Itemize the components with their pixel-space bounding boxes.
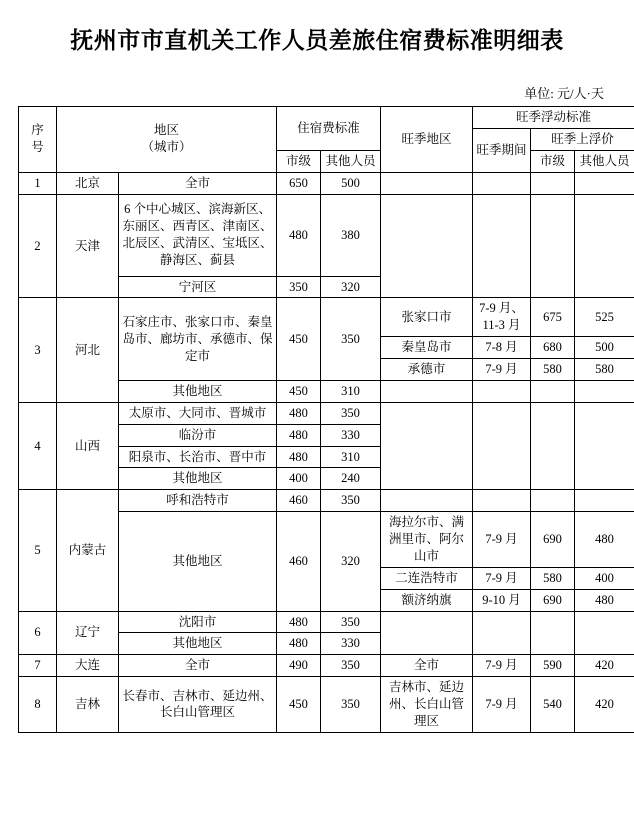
row-city-level: 480	[277, 402, 321, 424]
row-province: 吉林	[57, 677, 119, 733]
row-peak-other: 480	[575, 512, 634, 568]
row-other: 320	[321, 276, 381, 298]
row-peak-period: 7-8 月	[473, 337, 531, 359]
row-province: 北京	[57, 172, 119, 194]
row-area: 阳泉市、长治市、晋中市	[119, 446, 277, 468]
row-peak-period: 7-9 月、11-3 月	[473, 298, 531, 337]
row-city-level: 480	[277, 424, 321, 446]
row-area: 沈阳市	[119, 611, 277, 633]
row-area: 其他地区	[119, 380, 277, 402]
header-seq	[19, 107, 57, 173]
row-peak-region	[381, 611, 473, 655]
table-row	[19, 611, 634, 633]
row-peak-other	[575, 402, 634, 490]
header-other-staff: 其他人员	[321, 150, 381, 172]
row-province: 天津	[57, 194, 119, 298]
row-province: 辽宁	[57, 611, 119, 655]
row-city-level: 480	[277, 446, 321, 468]
row-area: 6 个中心城区、滨海新区、东丽区、西青区、津南区、北辰区、武清区、宝坻区、静海区、蓟县	[119, 194, 277, 276]
row-peak-city: 675	[531, 298, 575, 337]
row-peak-period	[473, 194, 531, 298]
row-area: 其他地区	[119, 633, 277, 655]
row-other: 350	[321, 611, 381, 633]
row-peak-city	[531, 172, 575, 194]
page-title: 抚州市市直机关工作人员差旅住宿费标准明细表	[18, 22, 616, 55]
row-other: 310	[321, 446, 381, 468]
row-city-level: 650	[277, 172, 321, 194]
row-peak-other	[575, 490, 634, 512]
row-peak-city: 590	[531, 655, 575, 677]
table-row	[19, 172, 634, 194]
header-peak-float-standard: 旺季浮动标准	[473, 107, 634, 129]
row-peak-period	[473, 172, 531, 194]
row-peak-period	[473, 380, 531, 402]
row-peak-period	[473, 402, 531, 490]
header-city-level: 市级	[277, 150, 321, 172]
row-peak-region	[381, 402, 473, 490]
row-peak-region: 张家口市	[381, 298, 473, 337]
row-seq: 1	[19, 172, 57, 194]
row-other: 310	[321, 380, 381, 402]
header-seq-line1: 序	[21, 122, 54, 139]
row-city-level: 460	[277, 512, 321, 611]
table-row	[19, 298, 634, 337]
row-peak-period: 7-9 月	[473, 677, 531, 733]
row-other: 350	[321, 402, 381, 424]
row-peak-region: 全市	[381, 655, 473, 677]
row-peak-region: 秦皇岛市	[381, 337, 473, 359]
row-other: 350	[321, 298, 381, 381]
row-seq: 3	[19, 298, 57, 402]
row-city-level: 450	[277, 677, 321, 733]
row-other: 240	[321, 468, 381, 490]
row-seq: 4	[19, 402, 57, 490]
lodging-standard-table	[18, 106, 634, 733]
row-province: 内蒙古	[57, 490, 119, 611]
row-peak-other: 580	[575, 359, 634, 381]
header-peak-period: 旺季期间	[473, 128, 531, 172]
row-area: 长春市、吉林市、延边州、长白山管理区	[119, 677, 277, 733]
row-peak-period: 7-9 月	[473, 567, 531, 589]
header-other-staff-peak: 其他人员	[575, 150, 634, 172]
row-province: 大连	[57, 655, 119, 677]
row-peak-region: 海拉尔市、满洲里市、阿尔山市	[381, 512, 473, 568]
row-peak-other	[575, 194, 634, 298]
row-seq: 7	[19, 655, 57, 677]
document-page	[0, 22, 634, 822]
row-peak-city: 540	[531, 677, 575, 733]
row-province: 河北	[57, 298, 119, 402]
row-peak-other: 480	[575, 589, 634, 611]
header-region-sub: （城市）	[59, 139, 274, 156]
row-peak-region: 承德市	[381, 359, 473, 381]
row-peak-other: 400	[575, 567, 634, 589]
row-area: 石家庄市、张家口市、秦皇岛市、廊坊市、承德市、保定市	[119, 298, 277, 381]
row-peak-other	[575, 611, 634, 655]
row-peak-city	[531, 380, 575, 402]
row-area: 太原市、大同市、晋城市	[119, 402, 277, 424]
row-peak-city	[531, 402, 575, 490]
row-peak-other: 500	[575, 337, 634, 359]
table-row	[19, 655, 634, 677]
row-peak-region	[381, 490, 473, 512]
row-area: 全市	[119, 172, 277, 194]
header-seq-line2: 号	[21, 139, 54, 156]
row-peak-period: 9-10 月	[473, 589, 531, 611]
header-lodging-standard: 住宿费标准	[277, 107, 381, 151]
row-peak-city: 690	[531, 589, 575, 611]
header-region	[57, 107, 277, 173]
row-peak-other	[575, 380, 634, 402]
row-seq: 5	[19, 490, 57, 611]
row-other: 350	[321, 655, 381, 677]
row-city-level: 480	[277, 633, 321, 655]
row-peak-region	[381, 194, 473, 298]
row-city-level: 350	[277, 276, 321, 298]
row-peak-city: 690	[531, 512, 575, 568]
header-city-level-peak: 市级	[531, 150, 575, 172]
row-peak-other: 420	[575, 677, 634, 733]
row-peak-region: 吉林市、延边州、长白山管理区	[381, 677, 473, 733]
row-peak-city	[531, 490, 575, 512]
row-seq: 2	[19, 194, 57, 298]
row-peak-city: 580	[531, 567, 575, 589]
row-peak-period: 7-9 月	[473, 655, 531, 677]
row-area: 其他地区	[119, 468, 277, 490]
row-area: 全市	[119, 655, 277, 677]
row-other: 380	[321, 194, 381, 276]
row-city-level: 490	[277, 655, 321, 677]
row-peak-other	[575, 172, 634, 194]
table-row	[19, 402, 634, 424]
row-peak-period: 7-9 月	[473, 512, 531, 568]
table-header-row-1	[19, 107, 634, 129]
table-row	[19, 677, 634, 733]
row-other: 350	[321, 490, 381, 512]
row-peak-period	[473, 611, 531, 655]
row-other: 320	[321, 512, 381, 611]
row-peak-region	[381, 172, 473, 194]
row-peak-city: 680	[531, 337, 575, 359]
row-seq: 6	[19, 611, 57, 655]
row-other: 350	[321, 677, 381, 733]
row-seq: 8	[19, 677, 57, 733]
table-row	[19, 194, 634, 276]
row-city-level: 460	[277, 490, 321, 512]
table-row	[19, 490, 634, 512]
row-peak-city	[531, 194, 575, 298]
row-other: 330	[321, 633, 381, 655]
row-area: 宁河区	[119, 276, 277, 298]
row-peak-region: 二连浩特市	[381, 567, 473, 589]
row-other: 330	[321, 424, 381, 446]
row-province: 山西	[57, 402, 119, 490]
row-peak-region: 额济纳旗	[381, 589, 473, 611]
row-city-level: 450	[277, 380, 321, 402]
row-area: 其他地区	[119, 512, 277, 611]
header-peak-region: 旺季地区	[381, 107, 473, 173]
row-peak-period	[473, 490, 531, 512]
row-other: 500	[321, 172, 381, 194]
row-city-level: 400	[277, 468, 321, 490]
row-city-level: 480	[277, 611, 321, 633]
row-area: 呼和浩特市	[119, 490, 277, 512]
row-city-level: 450	[277, 298, 321, 381]
row-peak-other: 525	[575, 298, 634, 337]
row-peak-city: 580	[531, 359, 575, 381]
row-city-level: 480	[277, 194, 321, 276]
unit-note: 单位: 元/人·天	[18, 83, 616, 102]
row-peak-period: 7-9 月	[473, 359, 531, 381]
header-region-main: 地区	[59, 122, 274, 139]
row-area: 临汾市	[119, 424, 277, 446]
row-peak-other: 420	[575, 655, 634, 677]
row-peak-city	[531, 611, 575, 655]
header-peak-uplift: 旺季上浮价	[531, 128, 634, 150]
row-peak-region	[381, 380, 473, 402]
